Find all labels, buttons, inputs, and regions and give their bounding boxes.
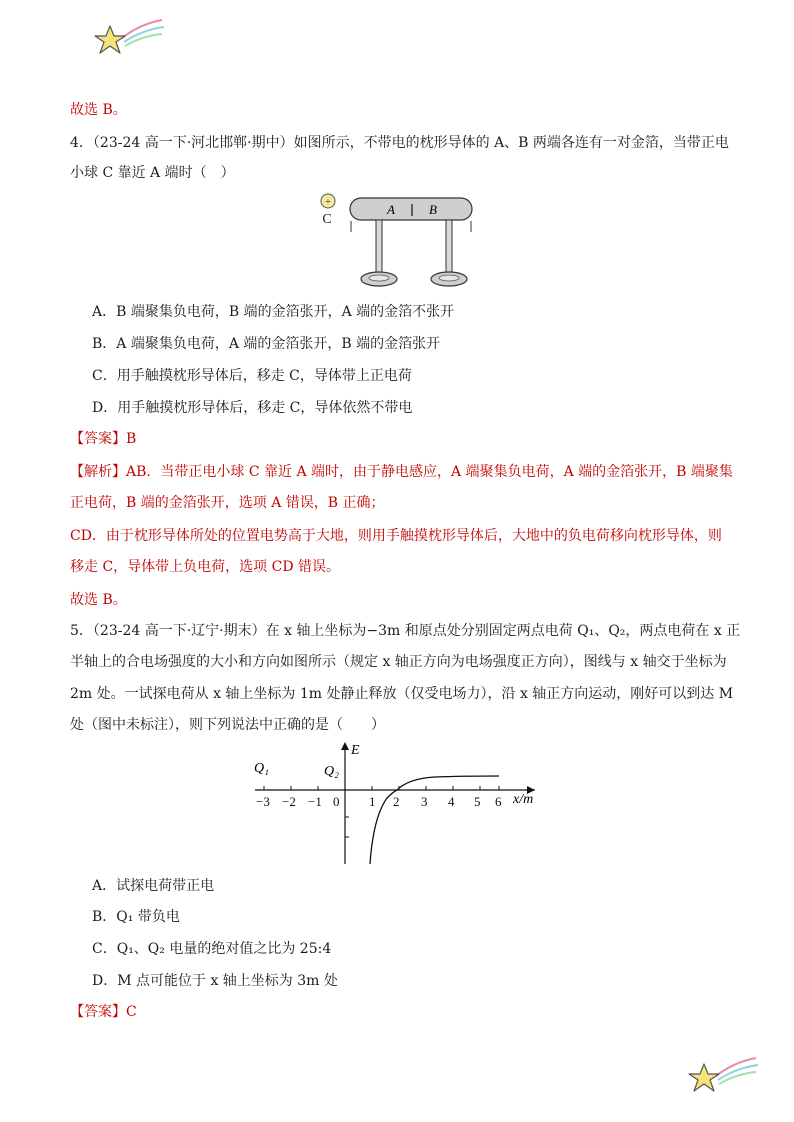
- tick-label: 6: [495, 794, 502, 809]
- tick-label: 3: [421, 794, 428, 809]
- q5-option-d: D．M 点可能位于 x 轴上坐标为 3m 处: [92, 973, 338, 989]
- shooting-star-icon: [92, 14, 167, 59]
- q3-conclusion: 故选 B。: [70, 102, 127, 118]
- q5-option-a: A．试探电荷带正电: [92, 878, 215, 894]
- q5-stem-line2: 半轴上的合电场强度的大小和方向如图所示（规定 x 轴正方向为电场强度正方向），图线与 x 轴交于坐标为: [70, 654, 727, 670]
- q5-stem-line4: 处（图中未标注），则下列说法中正确的是（ ）: [70, 717, 385, 733]
- ball-charge-sign: +: [324, 196, 332, 208]
- q4-stem-line2: 小球 C 靠近 A 端时（ ）: [70, 165, 235, 181]
- tick-label: −2: [282, 794, 296, 809]
- shooting-star-icon: [686, 1052, 761, 1097]
- conductor-label-b: B: [429, 202, 437, 217]
- q5-stem-line1: 5．（23-24 高一下·辽宁·期末）在 x 轴上坐标为−3m 和原点处分别固定两点电荷 Q₁、Q₂，两点电荷在 x 正: [70, 623, 741, 639]
- ball-label: C: [322, 212, 332, 227]
- q5-option-b: B．Q₁ 带负电: [92, 909, 180, 925]
- field-strength-graph: [245, 740, 545, 865]
- q4-analysis-line1: 【解析】AB．当带正电小球 C 靠近 A 端时，由于静电感应，A 端聚集负电荷，A 端的金箔张开，B 端聚集: [70, 464, 733, 480]
- tick-label: 2: [393, 794, 400, 809]
- q1-label: Q₁: [254, 761, 269, 776]
- x-axis-label: x/m: [513, 792, 534, 807]
- tick-label: 0: [333, 794, 340, 809]
- q4-answer: 【答案】B: [70, 431, 137, 447]
- q2-label: Q₂: [324, 764, 339, 779]
- q4-option-c: C．用手触摸枕形导体后，移走 C，导体带上正电荷: [92, 368, 412, 384]
- q5-answer: 【答案】C: [70, 1004, 137, 1020]
- tick-label: −1: [308, 794, 322, 809]
- y-tick-marks: [345, 817, 349, 837]
- pillow-conductor-figure: [310, 190, 480, 295]
- q4-conclusion: 故选 B。: [70, 592, 127, 608]
- conductor-body: [350, 198, 472, 220]
- q4-analysis-line2: 正电荷，B 端的金箔张开，选项 A 错误，B 正确；: [70, 495, 385, 511]
- q4-option-a: A．B 端聚集负电荷，B 端的金箔张开，A 端的金箔不张开: [92, 304, 455, 320]
- y-axis-label: E: [351, 743, 360, 758]
- q4-stem-line1: 4．（23-24 高一下·河北邯郸·期中）如图所示，不带电的枕形导体的 A、B 两端各连有一对金箔，当带正电: [70, 135, 729, 151]
- tick-label: 1: [369, 794, 376, 809]
- tick-label: 5: [474, 794, 481, 809]
- q4-analysis-line3: CD．由于枕形导体所处的位置电势高于大地，则用手触摸枕形导体后，大地中的负电荷移向枕形导体，则: [70, 528, 722, 544]
- q4-option-b: B．A 端聚集负电荷，A 端的金箔张开，B 端的金箔张开: [92, 336, 441, 352]
- tick-label: 4: [448, 794, 455, 809]
- q4-analysis-line4: 移走 C，导体带上负电荷，选项 CD 错误。: [70, 559, 340, 575]
- q4-option-d: D．用手触摸枕形导体后，移走 C，导体依然不带电: [92, 400, 413, 416]
- q5-option-c: C．Q₁、Q₂ 电量的绝对值之比为 25:4: [92, 941, 332, 957]
- conductor-label-a: A: [387, 202, 395, 217]
- tick-label: −3: [256, 794, 270, 809]
- q5-stem-line3: 2m 处。一试探电荷从 x 轴上坐标为 1m 处静止释放（仅受电场力），沿 x 轴正方向运动，刚好可以到达 M: [70, 686, 734, 702]
